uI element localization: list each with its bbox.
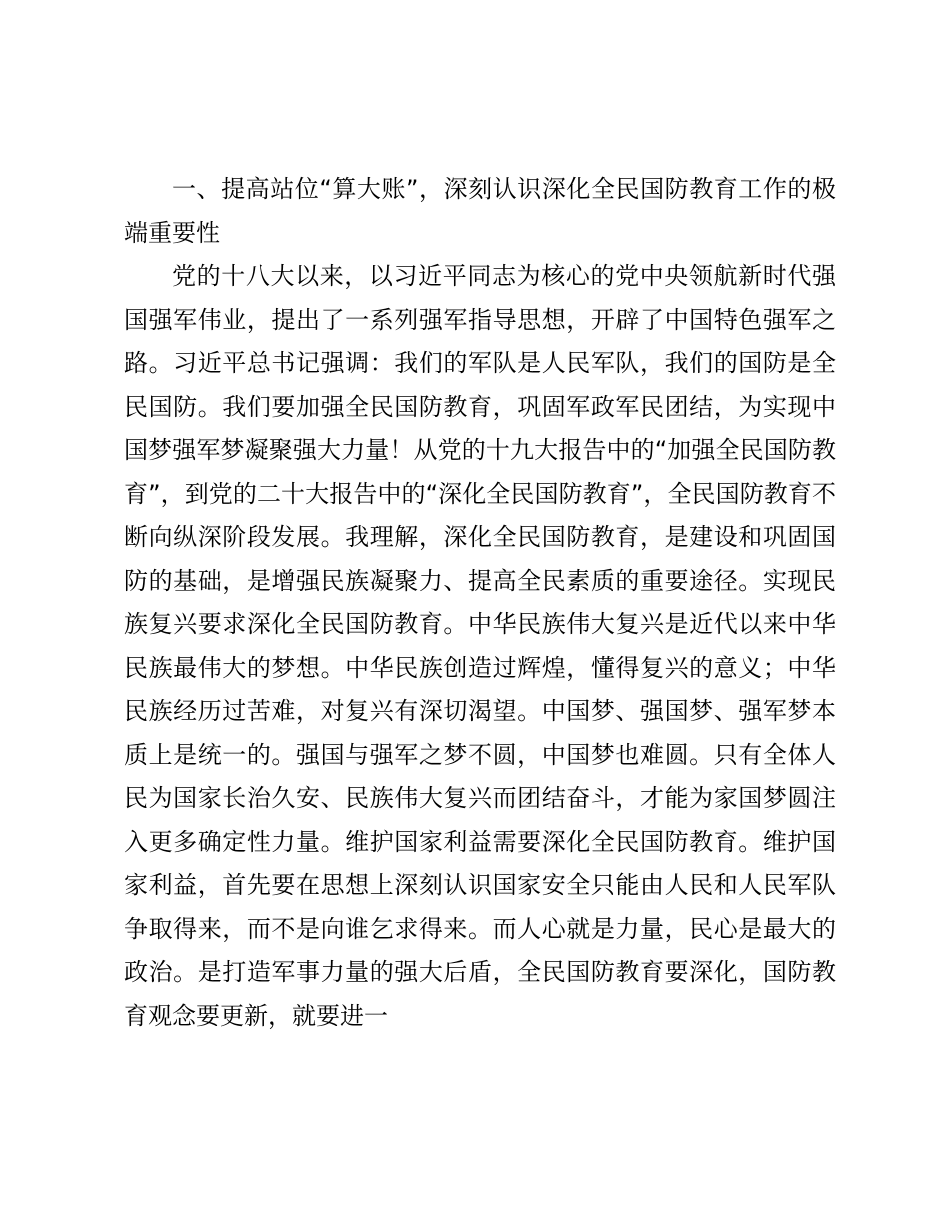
section-heading: 一、提高站位“算大账”，深刻认识深化全民国防教育工作的极端重要性 bbox=[124, 175, 836, 247]
body-paragraph: 党的十八大以来，以习近平同志为核心的党中央领航新时代强国强军伟业，提出了一系列强军指导思想，开辟了中国特色强军之路。习近平总书记强调：我们的军队是人民军队，我们的国防是全民国防。我们要加强全民国防教育，巩固军政军民团结，为实现中国梦强军梦凝聚强大力量！从党的十九大报告中的“加强全民国防教育”，到党的二十大报告中的“深化全民国防教育”，全民国防教育不断向纵深阶段发展。我理解，深化全民国防教育，是建设和巩固国防的基础，是增强民族凝聚力、提高全民素质的重要途径。实现民族复兴要求深化全民国防教育。中华民族伟大复兴是近代以来中华民族最伟大的梦想。中华民族创造过辉煌，懂得复兴的意义；中华民族经历过苦难，对复兴有深切渴望。中国梦、强国梦、强军梦本质上是统一的。强国与强军之梦不圆，中国梦也难圆。只有全体人民为国家长治久安、民族伟大复兴而团结奋斗，才能为家国梦圆注入更多确定性力量。维护国家利益需要深化全民国防教育。维护国家利益，首先要在思想上深刻认识国家安全只能由人民和人民军队争取得来，而不是向谁乞求得来。而人心就是力量，民心是最大的政治。是打造军事力量的强大后盾，全民国防教育要深化，国防教育观念要更新，就要进一 bbox=[124, 262, 836, 1030]
document-body bbox=[124, 168, 836, 1038]
